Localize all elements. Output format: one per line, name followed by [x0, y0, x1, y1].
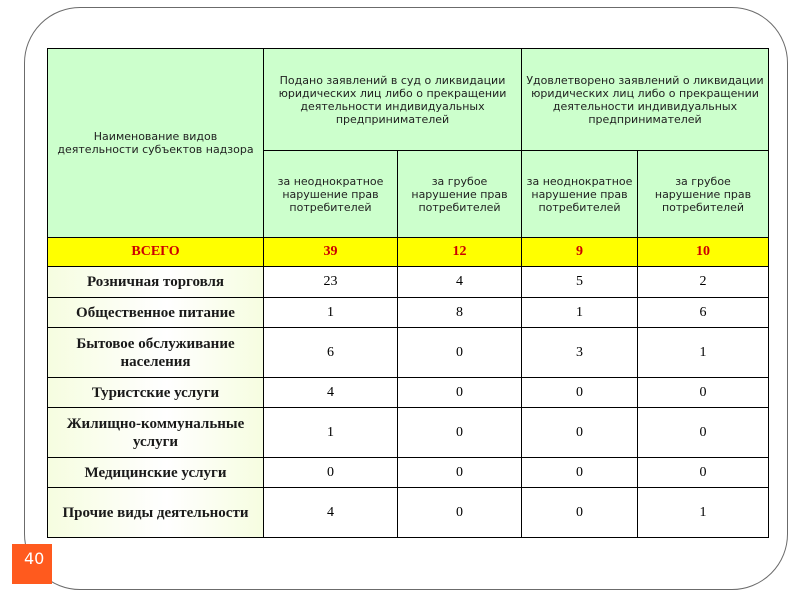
- cell-value: 4: [264, 378, 398, 408]
- total-value: 12: [398, 238, 522, 267]
- total-row: [48, 238, 769, 267]
- cell-value: 0: [398, 328, 522, 378]
- cell-value: 1: [264, 408, 398, 458]
- cell-value: 0: [398, 458, 522, 488]
- header-filed: Подано заявлений в суд о ликвидации юридических лиц либо о прекращении деятельности индивидуальных предпринимателей: [264, 49, 522, 151]
- row-label: Жилищно-коммунальные услуги: [48, 408, 264, 458]
- row-label: Бытовое обслуживание населения: [48, 328, 264, 378]
- slide-number-badge: 40: [12, 544, 52, 584]
- cell-value: 0: [398, 488, 522, 538]
- total-value: 9: [522, 238, 638, 267]
- row-label: Розничная торговля: [48, 267, 264, 298]
- table-row: [48, 408, 769, 458]
- cell-value: 0: [264, 458, 398, 488]
- cell-value: 1: [638, 328, 769, 378]
- cell-value: 8: [398, 298, 522, 328]
- cell-value: 0: [522, 488, 638, 538]
- cell-value: 0: [522, 378, 638, 408]
- row-label: Медицинские услуги: [48, 458, 264, 488]
- subheader-gross-filed: за грубое нарушение прав потребителей: [398, 151, 522, 238]
- table-row: [48, 378, 769, 408]
- table-row: [48, 458, 769, 488]
- cell-value: 23: [264, 267, 398, 298]
- cell-value: 1: [264, 298, 398, 328]
- total-value: 39: [264, 238, 398, 267]
- table-row: [48, 267, 769, 298]
- cell-value: 0: [398, 408, 522, 458]
- table-row: [48, 488, 769, 538]
- cell-value: 6: [638, 298, 769, 328]
- cell-value: 0: [522, 408, 638, 458]
- table-row: [48, 328, 769, 378]
- table-row: [48, 298, 769, 328]
- cell-value: 5: [522, 267, 638, 298]
- cell-value: 3: [522, 328, 638, 378]
- cell-value: 0: [522, 458, 638, 488]
- row-label: Прочие виды деятельности: [48, 488, 264, 538]
- cell-value: 0: [398, 378, 522, 408]
- header-activity: Наименование видов деятельности субъектов надзора: [48, 49, 264, 238]
- row-label: Общественное питание: [48, 298, 264, 328]
- total-label: ВСЕГО: [48, 238, 264, 267]
- cell-value: 4: [264, 488, 398, 538]
- subheader-repeated-filed: за неоднократное нарушение прав потребителей: [264, 151, 398, 238]
- cell-value: 4: [398, 267, 522, 298]
- cell-value: 1: [522, 298, 638, 328]
- statistics-table: [47, 48, 769, 538]
- cell-value: 0: [638, 408, 769, 458]
- row-label: Туристские услуги: [48, 378, 264, 408]
- header-satisfied: Удовлетворено заявлений о ликвидации юридических лиц либо о прекращении деятельности индивидуальных предпринимателей: [522, 49, 769, 151]
- total-value: 10: [638, 238, 769, 267]
- cell-value: 1: [638, 488, 769, 538]
- cell-value: 6: [264, 328, 398, 378]
- cell-value: 0: [638, 458, 769, 488]
- subheader-repeated-satisfied: за неоднократное нарушение прав потребителей: [522, 151, 638, 238]
- subheader-gross-satisfied: за грубое нарушение прав потребителей: [638, 151, 769, 238]
- cell-value: 0: [638, 378, 769, 408]
- cell-value: 2: [638, 267, 769, 298]
